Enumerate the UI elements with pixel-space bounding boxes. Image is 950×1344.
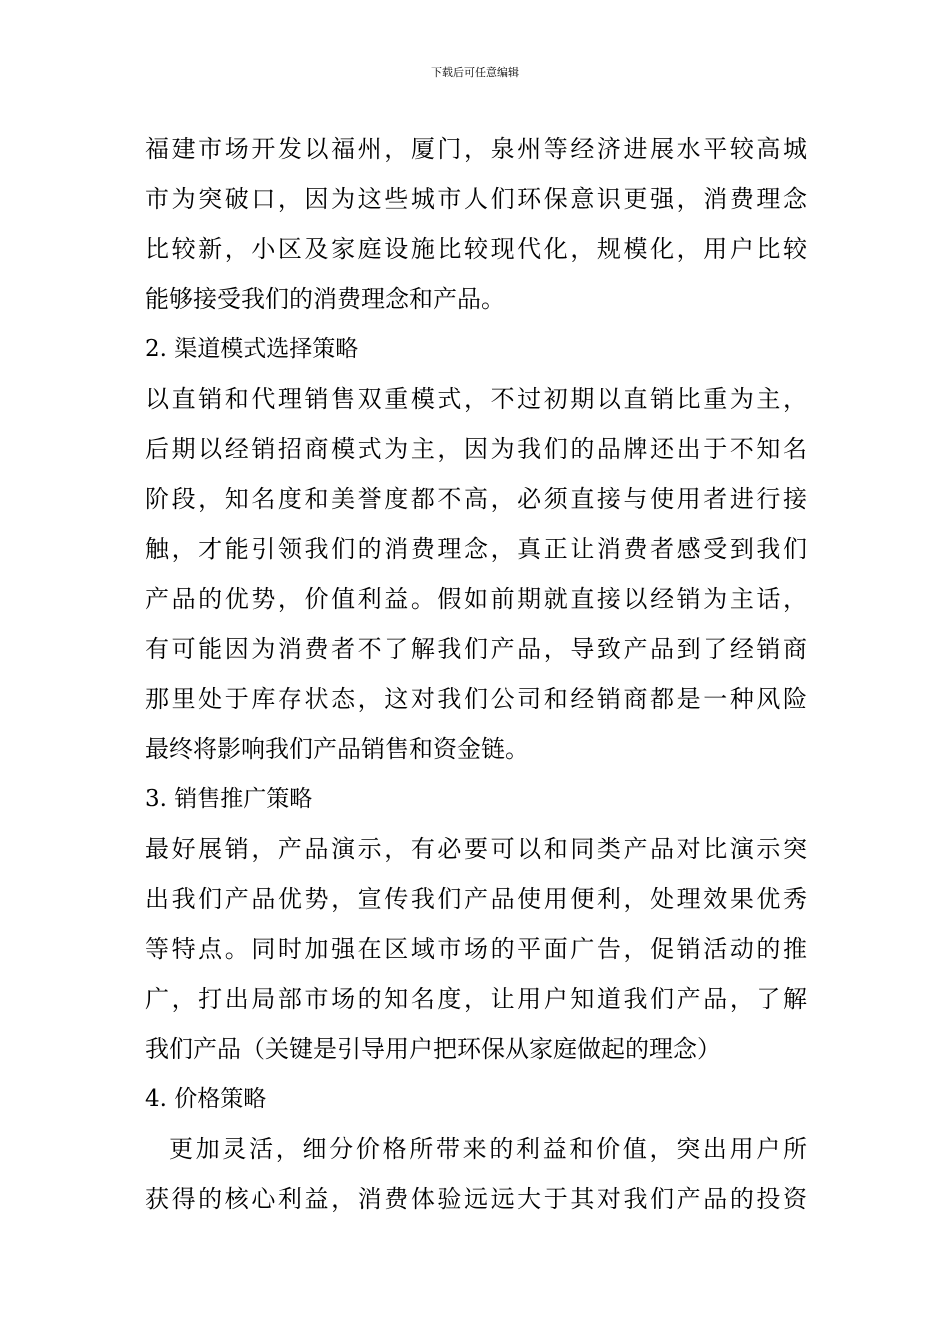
text-line: 更加灵活，细分价格所带来的利益和价值，突出用户所 (169, 1135, 807, 1163)
section-heading: 3. 销售推广策略 (145, 786, 313, 812)
text-line: 福建市场开发以福州，厦门，泉州等经济进展水平较高城 (145, 135, 807, 163)
text-line: 广，打出局部市场的知名度，让用户知道我们产品，了解 (145, 985, 807, 1013)
text-line: 有可能因为消费者不了解我们产品，导致产品到了经销商 (145, 635, 807, 663)
text-line: 市为突破口，因为这些城市人们环保意识更强，消费理念 (145, 185, 807, 213)
document-body (145, 124, 807, 1224)
text-line: 最终将影响我们产品销售和资金链。 (145, 735, 529, 763)
text-line: 后期以经销招商模式为主，因为我们的品牌还出于不知名 (145, 435, 807, 463)
page-header: 下载后可任意编辑 (431, 66, 519, 79)
text-line: 获得的核心利益，消费体验远远大于其对我们产品的投资 (145, 1185, 807, 1213)
text-line: 比较新，小区及家庭设施比较现代化，规模化，用户比较 (145, 235, 807, 263)
text-line: 最好展销，产品演示，有必要可以和同类产品对比演示突 (145, 835, 807, 863)
text-line: 阶段，知名度和美誉度都不高，必须直接与使用者进行接 (145, 485, 807, 513)
section-heading: 4. 价格策略 (145, 1086, 267, 1112)
text-line: 产品的优势，价值利益。假如前期就直接以经销为主话， (145, 585, 807, 613)
text-line: 出我们产品优势，宣传我们产品使用便利，处理效果优秀 (145, 885, 807, 913)
text-line: 那里处于库存状态，这对我们公司和经销商都是一种风险 (145, 685, 807, 713)
text-line: 能够接受我们的消费理念和产品。 (145, 285, 505, 313)
text-line: 我们产品（关键是引导用户把环保从家庭做起的理念） (145, 1035, 721, 1063)
text-line: 等特点。同时加强在区域市场的平面广告，促销活动的推 (145, 935, 807, 963)
text-line: 触，才能引领我们的消费理念，真正让消费者感受到我们 (145, 535, 807, 563)
text-line: 以直销和代理销售双重模式，不过初期以直销比重为主， (145, 385, 807, 413)
section-heading: 2. 渠道模式选择策略 (145, 336, 359, 362)
